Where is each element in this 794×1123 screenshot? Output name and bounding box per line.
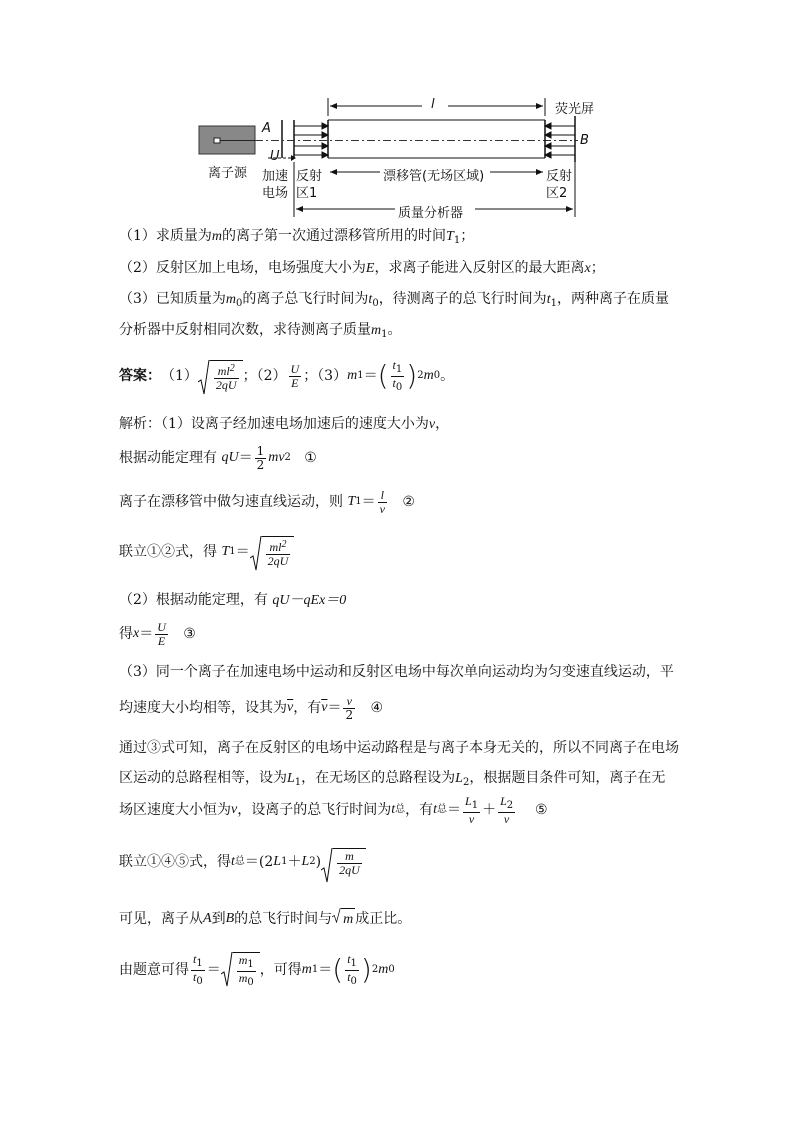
analysis-line-14: 由题意可得 $\frac{t_1}{t_0}$ ＝ $\frac{m_1}{m_0}$ ，可得 m 1 ＝ ( $\frac{t_1}{t_0}$ ) 2 m 0: [119, 951, 395, 988]
analysis-line-4: 联立①②式，得 T 1 ＝ $\frac{ml^2}{2qU}$: [119, 532, 294, 572]
question-3-line-1: （3）已知质量为$m_0$的离子总飞行时间为$t_0$，待测离子的总飞行时间为$t_1$，两种离子在质量: [119, 291, 669, 309]
analysis-line-1: 解析：（1）设离子经加速电场加速后的速度大小为v，: [119, 416, 450, 432]
label-screen: 荧光屏: [555, 102, 595, 117]
analysis-line-9: 通过③式可知，离子在反射区的电场中运动路程是与离子本身无关的，所以不同离子在电场: [119, 740, 679, 756]
question-2: （2）反射区加上电场，电场强度大小为E，求离子能进入反射区的最大距离x；: [119, 260, 605, 276]
answer-1-sqrt: $\frac{ml^2}{2qU}$: [198, 360, 243, 392]
label-l: l: [431, 97, 435, 112]
label-reflect2-1: 反射: [546, 169, 573, 184]
label-ion-source: 离子源: [208, 166, 248, 181]
label-reflect1-1: 反射: [296, 169, 323, 184]
analysis-line-12: 联立①④⑤式，得 t 总 ＝(2 L 1 ＋ L 2 ) $\frac{m}{2qU}$: [119, 842, 366, 882]
analysis-line-3: 离子在漂移管中做匀速直线运动，则 T 1 ＝ $\frac{l}{v}$ ②: [119, 487, 415, 516]
analysis-line-13: 可见，离子从 A 到 B 的总飞行时间与 m 成正比。: [119, 907, 411, 931]
label-reflect1-2: 区1: [296, 186, 318, 201]
question-3-line-2: 分析器中反射相同次数，求待测离子质量$m_1$。: [119, 322, 402, 340]
label-B: B: [580, 133, 589, 148]
analysis-line-5: （2）根据动能定理，有 qU－qEx＝0: [119, 592, 347, 608]
analysis-line-7: （3）同一个离子在加速电场中运动和反射区电场中每次单向运动均为匀变速直线运动，平: [119, 664, 674, 680]
analysis-line-6: 得 x ＝ $\frac{U}{E}$ ③: [119, 619, 196, 648]
question-1: （1）求质量为m的离子第一次通过漂移管所用的时间$T_1$；: [119, 228, 475, 246]
label-accel-1: 加速: [262, 169, 289, 184]
label-A: A: [262, 121, 271, 136]
analysis-line-10: 区运动的总路程相等，设为$L_1$，在无场区的总路程设为$L_2$，根据题目条件可知，离子在无: [119, 770, 666, 788]
label-drift-tube: 漂移管(无场区域): [383, 169, 485, 184]
answer-line: 答案 ： （1） $\frac{ml^2}{2qU}$ ；（2） $\frac{U}{E}$ ；（3） m 1 ＝ ( $\frac{t_1}{t_0}$ ) 2 m 0 。: [119, 357, 455, 393]
analysis-line-2: 根据动能定理有 qU ＝ $\frac{1}{2}$ mv 2 ①: [119, 443, 317, 472]
label-U: U: [270, 149, 280, 164]
analysis-line-8: 均速度大小均相等，设其为 $\overline{v}$ ，有 $\overline{v}$ ＝ $\frac{v}{2}$ ④: [119, 693, 383, 722]
analysis-line-11: 场区速度大小恒为 v ，设离子的总飞行时间为 t 总 ，有 t 总 ＝ $\frac{L_1}{v}$ ＋ $\frac{L_2}{v}$ ⑤: [119, 793, 548, 826]
label-reflect2-2: 区2: [546, 186, 568, 201]
label-accel-2: 电场: [262, 186, 289, 201]
mass-spectrometer-diagram: [190, 92, 610, 227]
label-analyzer: 质量分析器: [398, 206, 464, 221]
